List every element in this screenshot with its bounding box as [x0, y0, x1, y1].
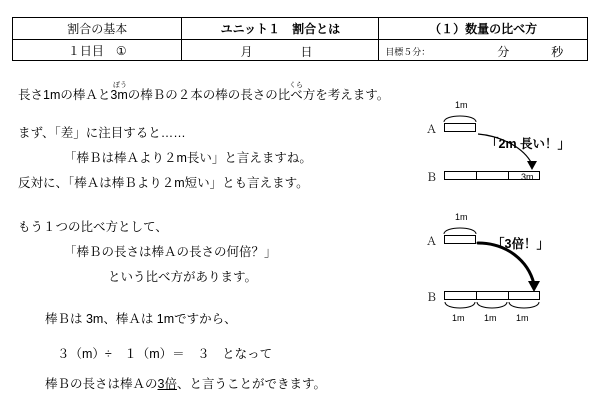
header-minute-label: 分: [497, 45, 510, 59]
diagram-difference: [420, 100, 595, 195]
body-line-4: 反対に、「棒Ａは棒Ｂより２m短い」とも言えます。: [18, 176, 309, 190]
header-row-1: [13, 18, 588, 40]
body-line-8: 棒Ｂは 3m、棒Ａは 1mですから、: [45, 312, 237, 326]
bottom-callout-label: 「3倍！」: [492, 237, 549, 251]
header-goal-label: 目標５分：: [385, 47, 431, 57]
body-line-9: ３（m）÷ １（m）＝ ３ となって: [57, 347, 273, 361]
body-line-10-part2: 、と言うことができます。: [176, 377, 326, 391]
header-table: [12, 17, 588, 61]
header-date-field: [182, 40, 379, 61]
bottom-seg-1-label: 1m: [452, 313, 465, 323]
bottom-label-a: Ａ: [426, 236, 437, 248]
bottom-seg-2-label: 1m: [484, 313, 497, 323]
header-section-title: （１）数量の比べ方: [379, 18, 588, 40]
top-end-label: 3m: [521, 172, 534, 182]
body-line-1: 長さ1mの棒Ａと3mの棒Ｂの２本の棒の長さの比べ方を考えます。: [18, 88, 390, 102]
header-second-label: 秒: [551, 45, 564, 59]
top-label-b: Ｂ: [426, 172, 437, 184]
body-line-7: という比べ方があります。: [108, 270, 258, 284]
header-unit-category: 割合の基本: [13, 18, 182, 40]
body-line-6: 「棒Ｂの長さは棒Ａの長さの何倍？」: [64, 245, 277, 259]
diagram-multiple: [420, 212, 595, 327]
header-unit-title: ユニット１ 割合とは: [182, 18, 379, 40]
bottom-seg-3-label: 1m: [516, 313, 529, 323]
header-day-label: 日: [300, 45, 313, 59]
ruby-bou-1: ぼう: [113, 82, 127, 89]
body-line-10-part1: 棒Ｂの長さは棒Ａの: [45, 377, 158, 391]
ruby-kura: くら: [289, 82, 303, 89]
bottom-unit-label: 1m: [455, 212, 468, 222]
header-month-label: 月: [240, 45, 253, 59]
body-line-10-emphasis: 3倍: [157, 377, 177, 391]
header-time-field: [379, 40, 588, 61]
top-label-a: Ａ: [426, 124, 437, 136]
header-day-number: １日目 ①: [13, 40, 182, 61]
top-unit-label: 1m: [455, 100, 468, 110]
bottom-label-b: Ｂ: [426, 292, 437, 304]
header-row-2: [13, 40, 588, 61]
bottom-braces-segments: [420, 301, 595, 315]
top-callout-label: 「2m 長い！」: [486, 137, 571, 151]
body-line-5: もう１つの比べ方として、: [18, 220, 168, 234]
body-line-10: [45, 378, 326, 391]
body-line-2: まず、「差」に注目すると……: [18, 126, 186, 140]
body-line-3: 「棒Ｂは棒Ａより２m長い」と言えますね。: [64, 151, 312, 165]
